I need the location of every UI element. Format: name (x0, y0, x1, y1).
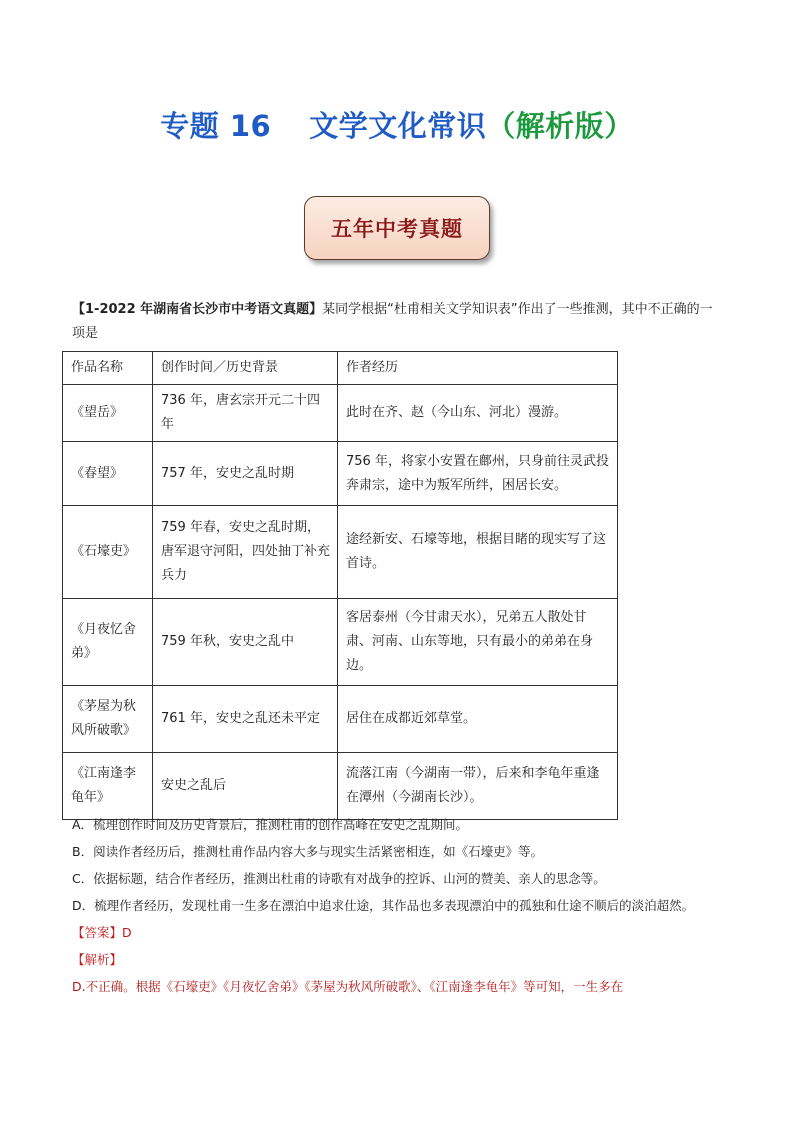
title-version: （解析版） (486, 109, 634, 143)
table-cell: 759 年秋，安史之乱中 (153, 599, 338, 686)
section-banner: 五年中考真题 (304, 196, 490, 260)
options-block (72, 811, 724, 1000)
table-cell: 《春望》 (63, 442, 153, 506)
page-title (0, 104, 794, 145)
table-cell: 《望岳》 (63, 385, 153, 442)
question-text: 某同学根据“杜甫相关文学知识表”作出了一些推测，其中不正确的一项是 (72, 302, 713, 341)
header-cell: 作品名称 (63, 352, 153, 385)
table-cell: 736 年，唐玄宗开元二十四年 (153, 385, 338, 442)
table-cell: 《茅屋为秋风所破歌》 (63, 686, 153, 753)
title-topic: 专题 16 (160, 109, 272, 143)
table-cell: 《石壕吏》 (63, 506, 153, 599)
table-header-row (63, 352, 618, 385)
table-cell: 《月夜忆舍弟》 (63, 599, 153, 686)
option-a: A．梳理创作时间及历史背景后，推测杜甫的创作高峰在安史之乱期间。 (72, 817, 469, 832)
option-d: D．梳理作者经历，发现杜甫一生多在漂泊中追求仕途，其作品也多表现漂泊中的孤独和仕途不顺后的淡泊超然。 (72, 898, 695, 913)
table-cell: 759 年春，安史之乱时期，唐军退守河阳，四处抽丁补充兵力 (153, 506, 338, 599)
table-row (63, 506, 618, 599)
table-cell: 761 年，安史之乱还未平定 (153, 686, 338, 753)
option-c: C．依据标题，结合作者经历，推测出杜甫的诗歌有对战争的控诉、山河的赞美、亲人的思念等。 (72, 871, 606, 886)
answer-line: 【答案】D (72, 925, 132, 940)
table-cell: 安史之乱后 (153, 753, 338, 820)
title-subject: 文学文化常识 (309, 109, 487, 143)
table-row (63, 753, 618, 820)
table-cell: 流落江南（今湖南一带），后来和李龟年重逢在潭州（今湖南长沙）。 (338, 753, 618, 820)
question-source: 【1-2022 年湖南省长沙市中考语文真题】 (72, 302, 323, 317)
table-cell: 客居泰州（今甘肃天水），兄弟五人散处甘肃、河南、山东等地，只有最小的弟弟在身边。 (338, 599, 618, 686)
header-cell: 作者经历 (338, 352, 618, 385)
header-cell: 创作时间／历史背景 (153, 352, 338, 385)
table-cell: 《江南逢李龟年》 (63, 753, 153, 820)
table-cell: 756 年，将家小安置在鄜州，只身前往灵武投奔肃宗，途中为叛军所绊，困居长安。 (338, 442, 618, 506)
table-row (63, 442, 618, 506)
analysis-text: D.不正确。根据《石壕吏》《月夜忆舍弟》《茅屋为秋风所破歌》、《江南逢李龟年》等可知，一生多在 (72, 979, 624, 994)
table-cell: 居住在成都近郊草堂。 (338, 686, 618, 753)
table-cell: 757 年，安史之乱时期 (153, 442, 338, 506)
option-b: B．阅读作者经历后，推测杜甫作品内容大多与现实生活紧密相连，如《石壕吏》等。 (72, 844, 544, 859)
question-stem (72, 298, 722, 346)
table-cell: 此时在齐、赵（今山东、河北）漫游。 (338, 385, 618, 442)
table-row (63, 686, 618, 753)
analysis-label: 【解析】 (72, 952, 123, 967)
table-row (63, 599, 618, 686)
knowledge-table (62, 351, 618, 820)
table-row (63, 385, 618, 442)
table-cell: 途经新安、石壕等地，根据目睹的现实写了这首诗。 (338, 506, 618, 599)
